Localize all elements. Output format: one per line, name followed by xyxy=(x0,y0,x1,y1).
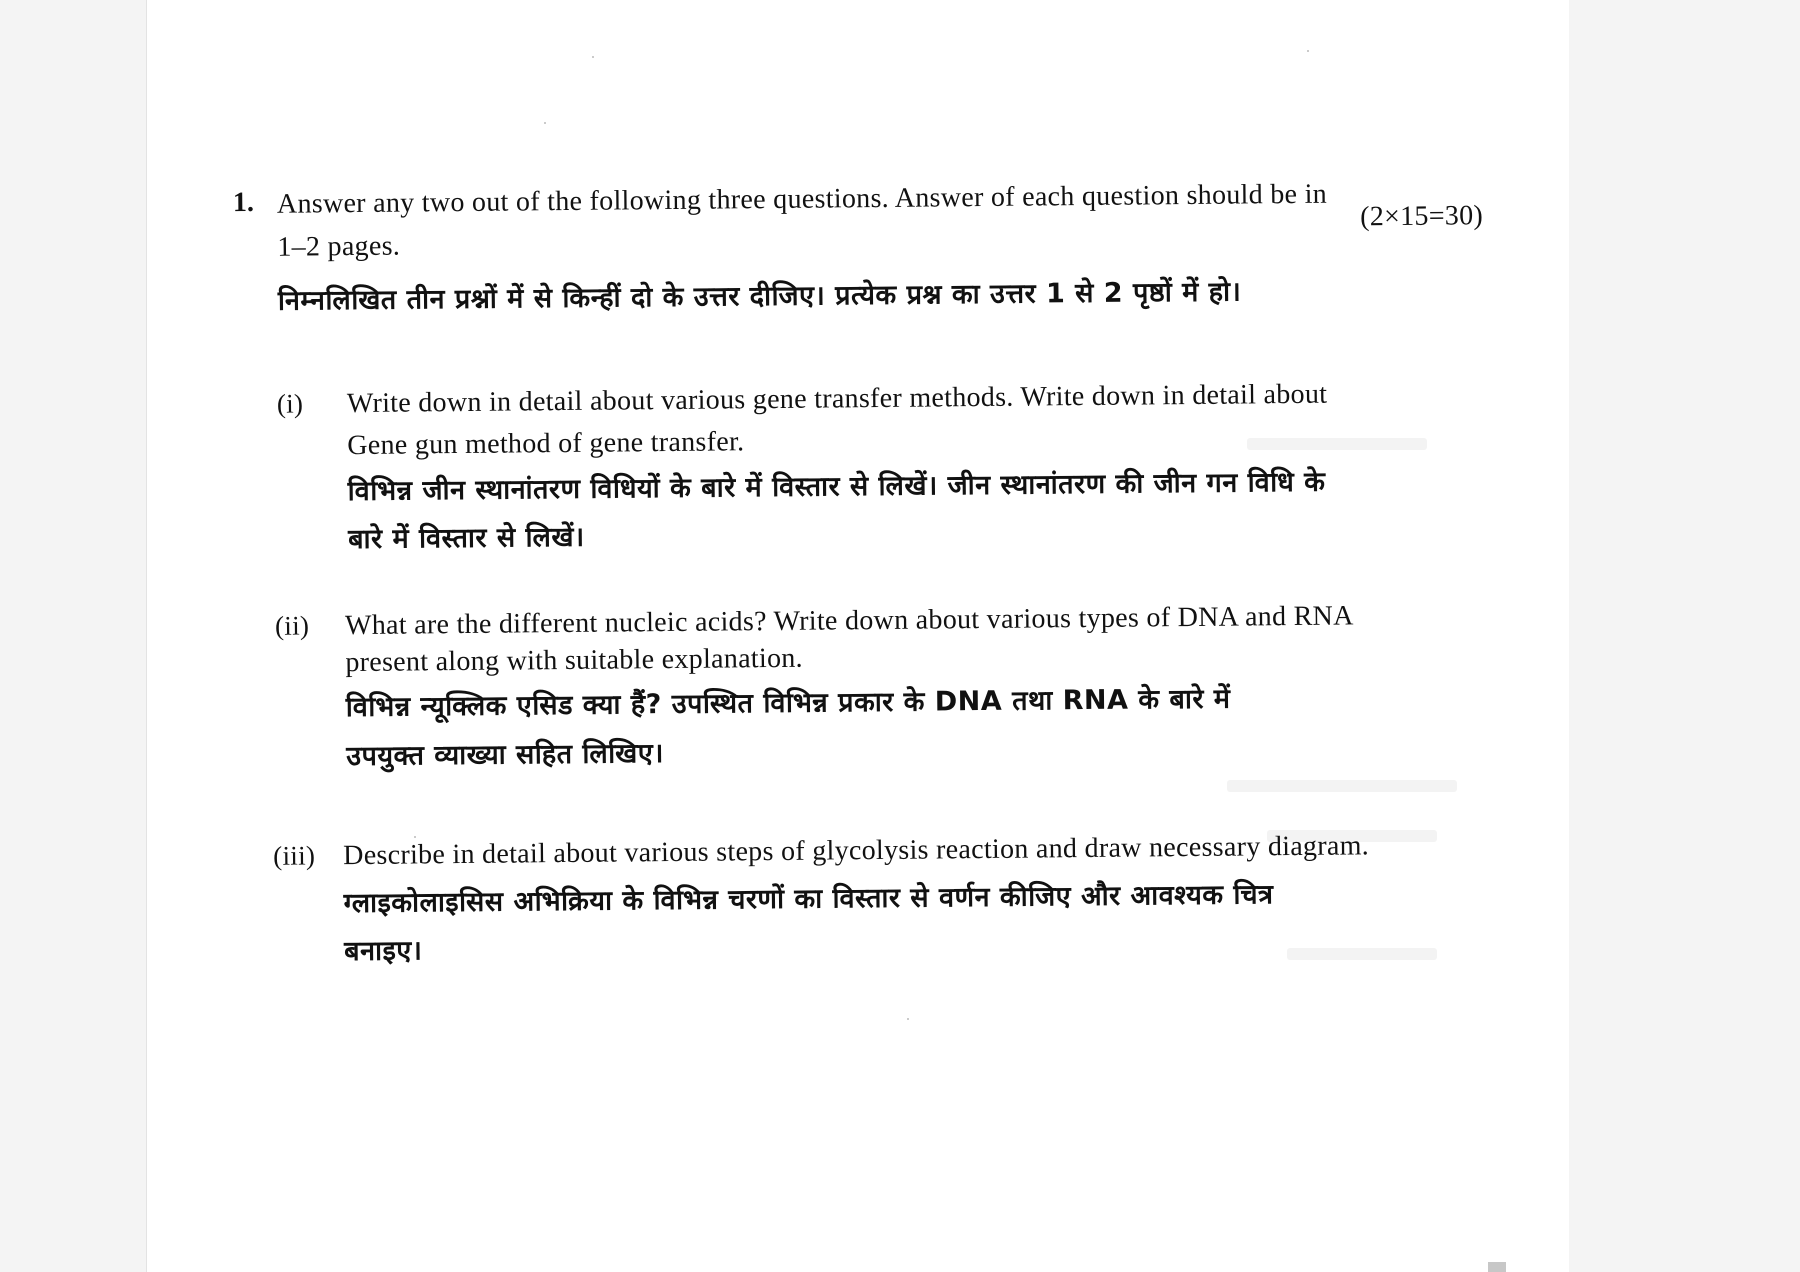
part-text-hindi: उपयुक्त व्याख्या सहित लिखिए। xyxy=(346,738,665,773)
part-text-hindi: बारे में विस्तार से लिखें। xyxy=(348,521,585,556)
exam-page xyxy=(146,0,1569,1272)
part-text-english: What are the different nucleic acids? Write down about various types of DNA and RNA xyxy=(344,600,1354,642)
instruction-english-continued: 1–2 pages. xyxy=(277,230,401,263)
part-label: (ii) xyxy=(274,610,310,641)
part-text-hindi: बनाइए। xyxy=(343,935,423,968)
part-label: (iii) xyxy=(273,840,316,871)
part-text-hindi: विभिन्न जीन स्थानांतरण विधियों के बारे में विस्तार से लिखें। जीन स्थानांतरण की जीन गन विधि के xyxy=(347,466,1326,508)
marks-label: (2×15=30) xyxy=(1359,200,1484,233)
part-text-english: Gene gun method of gene transfer. xyxy=(347,426,745,462)
part-text-hindi: ग्लाइकोलाइसिस अभिक्रिया के विभिन्न चरणों का विस्तार से वर्णन कीजिए और आवश्यक चित्र xyxy=(343,879,1274,920)
instruction-english: Answer any two out of the following three questions. Answer of each question should be in xyxy=(276,178,1328,220)
scrollbar-thumb[interactable] xyxy=(1488,1262,1506,1272)
question-block xyxy=(147,0,1569,1272)
part-text-english: Describe in detail about various steps of glycolysis reaction and draw necessary diagram. xyxy=(343,830,1370,872)
part-label: (i) xyxy=(276,388,304,419)
instruction-hindi: निम्नलिखित तीन प्रश्नों में से किन्हीं दो के उत्तर दीजिए। प्रत्येक प्रश्न का उत्तर 1 से 2 पृष्ठों में हो। xyxy=(277,276,1242,317)
question-number: 1. xyxy=(232,186,255,219)
part-text-hindi: विभिन्न न्यूक्लिक एसिड क्या हैं? उपस्थित विभिन्न प्रकार के DNA तथा RNA के बारे में xyxy=(345,683,1231,724)
part-text-english: present along with suitable explanation. xyxy=(345,642,804,679)
part-text-english: Write down in detail about various gene transfer methods. Write down in detail about xyxy=(346,378,1328,420)
